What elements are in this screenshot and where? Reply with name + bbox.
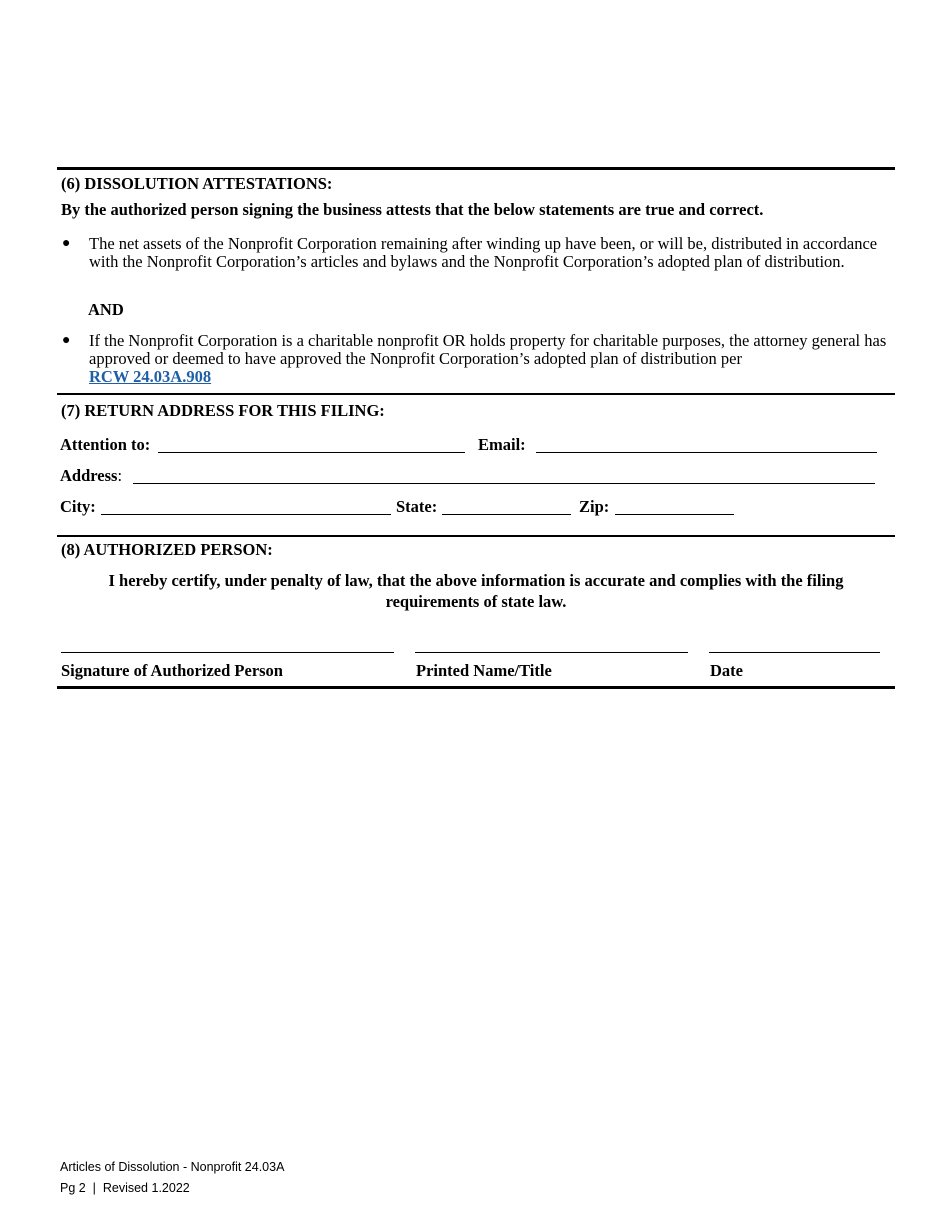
footer-form-title: Articles of Dissolution - Nonprofit 24.03A xyxy=(60,1160,285,1174)
address-field[interactable] xyxy=(133,483,875,484)
state-field[interactable] xyxy=(442,514,571,515)
certification-line-2: requirements of state law. xyxy=(385,592,567,611)
section-divider xyxy=(57,535,895,537)
attestation-statement-1: The net assets of the Nonprofit Corporation remaining after winding up have been, or will be, distributed in accordance with the Nonprofit Corporation’s articles and bylaws and the Nonprofit Corporation’s adopted plan of distribution. xyxy=(89,234,878,271)
date-label: Date xyxy=(710,661,743,680)
zip-label: Zip: xyxy=(579,497,610,516)
certification-statement xyxy=(57,570,895,612)
city-field[interactable] xyxy=(101,514,391,515)
state-label: State: xyxy=(396,497,438,516)
date-field[interactable] xyxy=(709,652,880,653)
address-label-text: Address xyxy=(60,466,118,485)
section-divider xyxy=(57,393,895,395)
email-field[interactable] xyxy=(536,452,877,453)
section-divider-top xyxy=(57,167,895,170)
attention-field[interactable] xyxy=(158,452,465,453)
signature-label: Signature of Authorized Person xyxy=(61,661,283,680)
section-divider-bottom xyxy=(57,686,895,689)
bullet-icon: ● xyxy=(62,236,71,251)
footer-page-info: Pg 2 | Revised 1.2022 xyxy=(60,1181,190,1195)
section-7-heading: (7) RETURN ADDRESS FOR THIS FILING: xyxy=(61,401,385,420)
email-label: Email: xyxy=(478,435,526,454)
section-6-heading: (6) DISSOLUTION ATTESTATIONS: xyxy=(61,174,333,193)
address-label xyxy=(60,466,122,486)
bullet-icon: ● xyxy=(62,333,71,348)
attestation-statement-2 xyxy=(89,332,893,386)
printed-name-label: Printed Name/Title xyxy=(416,661,552,680)
attestation-statement-2-text: If the Nonprofit Corporation is a charitable nonprofit OR holds property for charitable purposes, the attorney general has approved or deemed to have approved the Nonprofit Corporation’s adopted plan of distribution per xyxy=(89,331,887,368)
attestation-intro: By the authorized person signing the business attests that the below statements are true and correct. xyxy=(61,200,764,219)
signature-field[interactable] xyxy=(61,652,394,653)
and-connector: AND xyxy=(88,300,124,319)
printed-name-field[interactable] xyxy=(415,652,688,653)
section-8-heading: (8) AUTHORIZED PERSON: xyxy=(61,540,273,559)
certification-line-1: I hereby certify, under penalty of law, that the above information is accurate and complies with the filing xyxy=(108,571,844,590)
attention-label: Attention to: xyxy=(60,435,151,454)
address-label-colon: : xyxy=(117,466,123,485)
city-label: City: xyxy=(60,497,96,516)
zip-field[interactable] xyxy=(615,514,734,515)
rcw-statute-link[interactable]: RCW 24.03A.908 xyxy=(89,367,212,386)
